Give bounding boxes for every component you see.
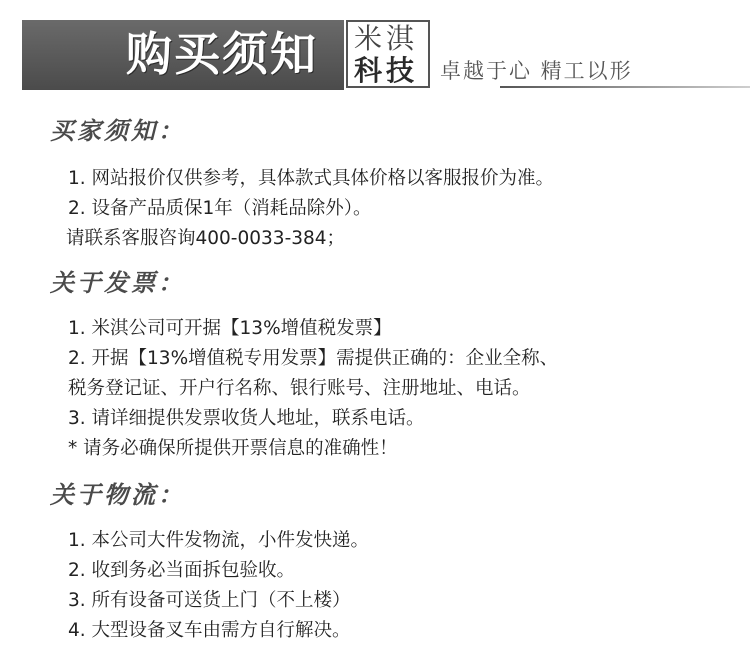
logistics-line: 3. 所有设备可送货上门（不上楼）: [68, 590, 351, 611]
section-title-invoice: 关于发票：: [50, 269, 185, 297]
brand-slogan: 卓越于心 精工以形: [440, 59, 633, 83]
invoice-line: 1. 米淇公司可开据【13%增值税发票】: [68, 318, 392, 339]
logistics-line: 4. 大型设备叉车由需方自行解决。: [68, 620, 351, 641]
section-title-buyer-notice: 买家须知：: [50, 117, 185, 145]
page-title: 购买须知: [126, 27, 318, 81]
notice-line: 请联系客服咨询400-0033-384；: [66, 228, 346, 249]
invoice-line: 2. 开据【13%增值税专用发票】需提供正确的：企业全称、: [68, 348, 559, 369]
notice-line: 1. 网站报价仅供参考，具体款式具体价格以客服报价为准。: [68, 168, 555, 189]
invoice-line: 3. 请详细提供发票收货人地址，联系电话。: [68, 408, 425, 429]
logo-text-top: 米淇: [354, 22, 419, 55]
header-divider: [500, 86, 750, 88]
invoice-line: * 请务必确保所提供开票信息的准确性！: [68, 438, 398, 459]
logistics-line: 2. 收到务必当面拆包验收。: [68, 560, 296, 581]
logo-text-bottom: 科技: [354, 54, 419, 87]
section-title-logistics: 关于物流：: [50, 481, 185, 509]
notice-line: 2. 设备产品质保1年（消耗品除外）。: [68, 198, 372, 219]
invoice-line: 税务登记证、开户行名称、银行账号、注册地址、电话。: [68, 378, 531, 399]
logistics-line: 1. 本公司大件发物流，小件发快递。: [68, 530, 370, 551]
